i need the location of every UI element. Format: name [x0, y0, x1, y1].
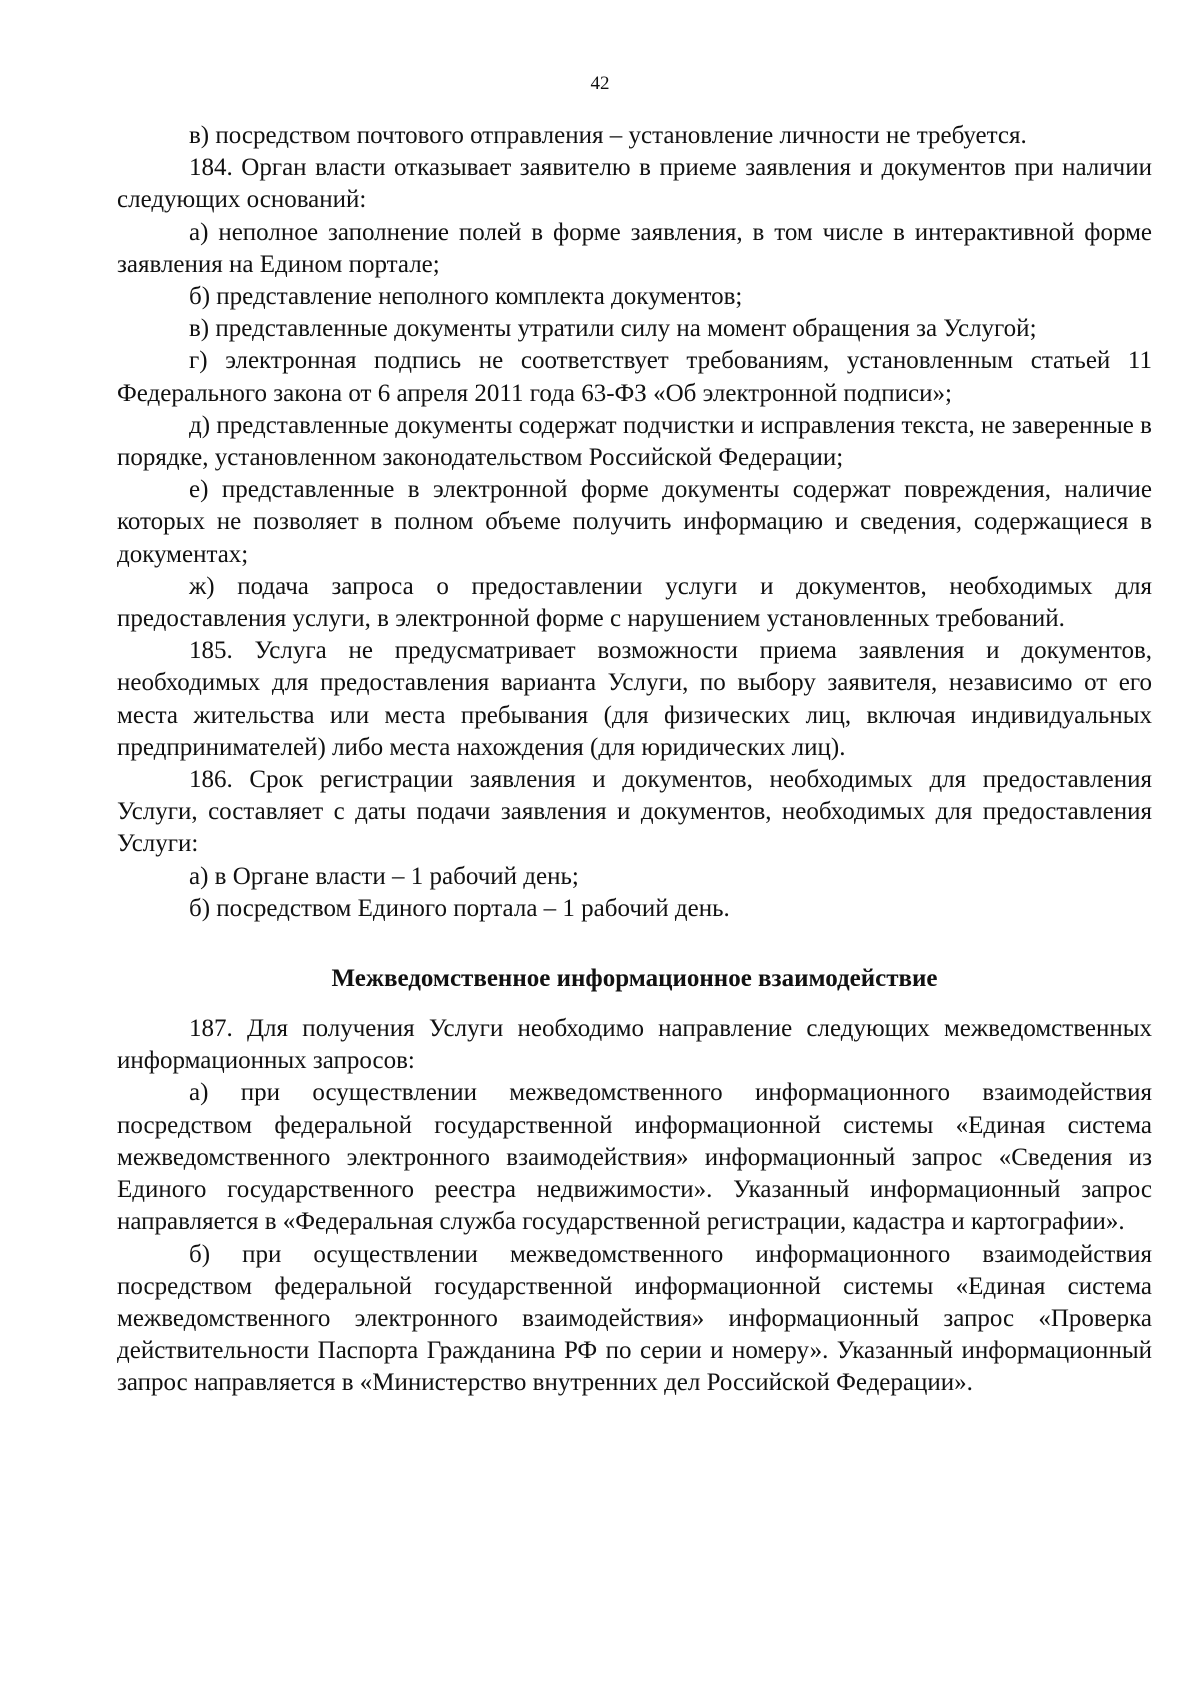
paragraph-184: 184. Орган власти отказывает заявителю в приеме заявления и документов при наличии следующих оснований: [117, 154, 1152, 214]
paragraph-item-e-damaged-documents: е) представленные в электронной форме документы содержат повреждения, наличие которых не позволяет в полном объеме получить информацию и сведения, содержащиеся в документах; [117, 476, 1152, 568]
paragraph-item-v-expired-documents: в) представленные документы утратили силу на момент обращения за Услугой; [189, 315, 1037, 343]
paragraph-item-a-authority: а) в Органе власти – 1 рабочий день; [189, 862, 579, 890]
paragraph-186: 186. Срок регистрации заявления и документов, необходимых для предоставления Услуги, составляет с даты подачи заявления и документов, необходимых для предоставления Услуги: [117, 766, 1152, 858]
paragraph-item-v-mail: в) посредством почтового отправления – установление личности не требуется. [189, 122, 1027, 149]
paragraph-187: 187. Для получения Услуги необходимо направление следующих межведомственных информационных запросов: [117, 1015, 1152, 1075]
paragraph-item-a-real-estate-request: а) при осуществлении межведомственного информационного взаимодействия посредством федеральной государственной информационной системы «Единая система межведомственного электронного взаимодействия» информационный запрос «Сведения из Единого государственного реестра недвижимости». Указанный информационный запрос направляется в «Федеральная служба государственной регистрации, кадастра и картографии». [117, 1079, 1152, 1236]
paragraph-item-b-incomplete-set: б) представление неполного комплекта документов; [189, 283, 743, 311]
section-heading: Межведомственное информационное взаимодействие [331, 965, 938, 993]
page-number: 42 [590, 73, 610, 94]
paragraph-185: 185. Услуга не предусматривает возможности приема заявления и документов, необходимых для предоставления варианта Услуги, по выбору заявителя, независимо от его места жительства или места пребывания (для физических лиц, включая индивидуальных предпринимателей) либо места нахождения (для юридических лиц). [117, 637, 1152, 761]
paragraph-item-b-portal: б) посредством Единого портала – 1 рабочий день. [189, 894, 730, 922]
paragraph-item-a-incomplete-fields: а) неполное заполнение полей в форме заявления, в том числе в интерактивной форме заявления на Едином портале; [117, 218, 1152, 278]
paragraph-item-zh-request-violation: ж) подача запроса о предоставлении услуги и документов, необходимых для предоставления услуги, в электронной форме с нарушением установленных требований. [117, 572, 1152, 633]
paragraph-item-g-electronic-signature: г) электронная подпись не соответствует требованиям, установленным статьей 11 Федерального закона от 6 апреля 2011 года 63-ФЗ «Об электронной подписи»; [117, 347, 1152, 407]
paragraph-item-d-erasures: д) представленные документы содержат подчистки и исправления текста, не заверенные в порядке, установленном законодательством Российской Федерации; [117, 411, 1152, 472]
document-body [117, 120, 1152, 1400]
paragraph-item-b-passport-request: б) при осуществлении межведомственного информационного взаимодействия посредством федеральной государственной информационной системы «Единая система межведомственного электронного взаимодействия» информационный запрос «Проверка действительности Паспорта Гражданина РФ по серии и номеру». Указанный информационный запрос направляется в «Министерство внутренних дел Российской Федерации». [117, 1240, 1152, 1397]
